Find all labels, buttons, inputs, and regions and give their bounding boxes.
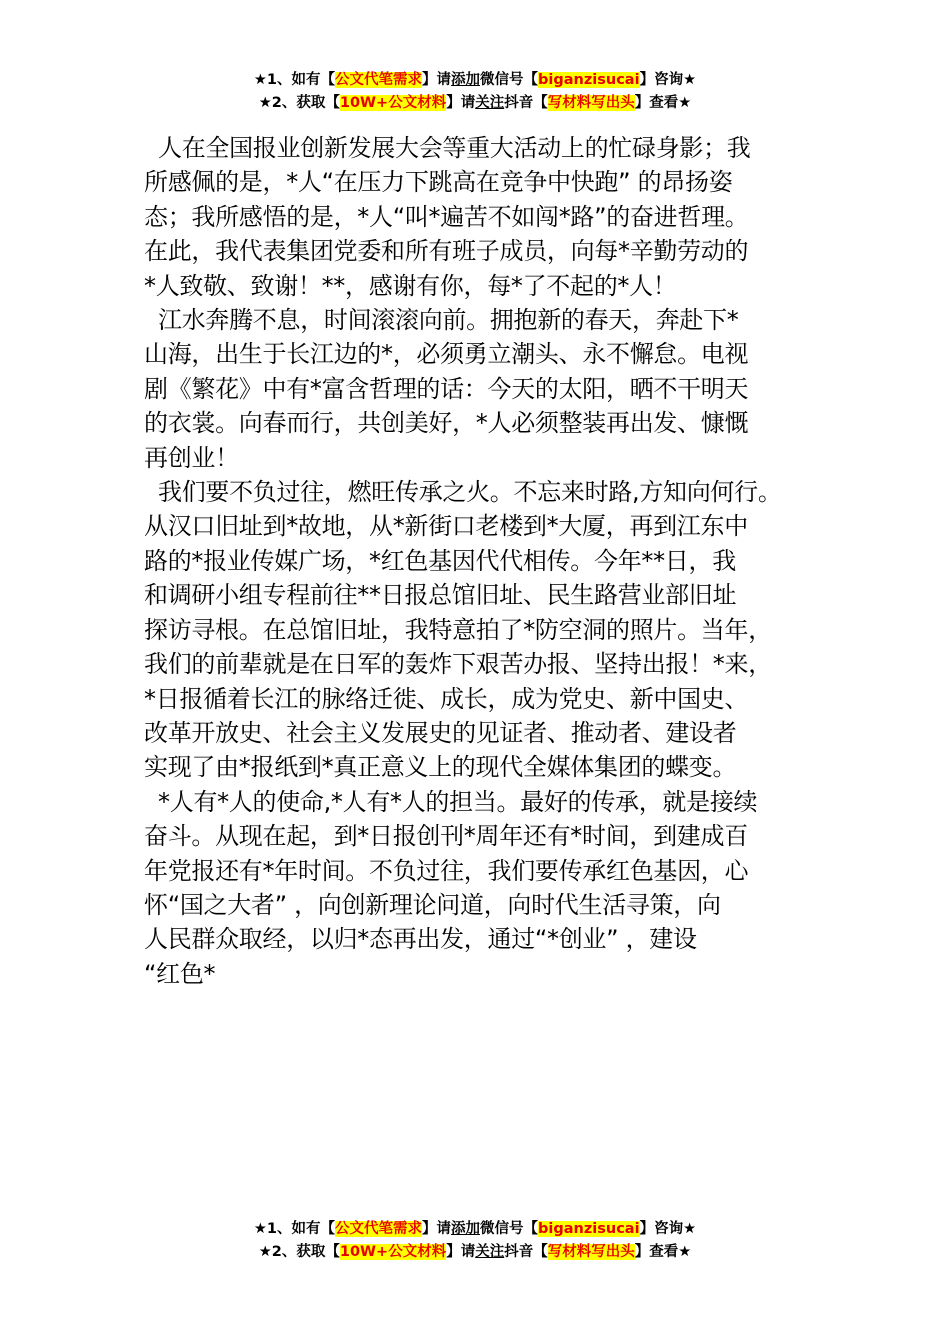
text-line: 的衣裳。向春而行，共创美好，*人必须整装再出发、慷慨 <box>144 409 749 438</box>
banner-text: 抖音【 <box>504 1244 548 1260</box>
banner-text: 】查看★ <box>634 1244 692 1260</box>
text-line: 年党报还有*年时间。不负过往，我们要传承红色基因，心 <box>144 856 749 885</box>
banner-highlight: 公文代笔需求 <box>335 1221 423 1237</box>
header-banner <box>0 69 950 115</box>
text-line: 我们的前辈就是在日军的轰炸下艰苦办报、坚持出报！*来， <box>144 650 772 679</box>
text-line: 态；我所感悟的是，*人“叫*遍苦不如闯*路”的奋进哲理。 <box>144 202 749 231</box>
banner-text: 】请 <box>446 1244 476 1260</box>
document-body <box>144 131 844 991</box>
banner-text: 微信号【 <box>480 1221 539 1237</box>
text-line: 剧《繁花》中有*富含哲理的话：今天的太阳，晒不干明天 <box>144 374 749 403</box>
text-line: 怀“国之大者” ，向创新理论问道，向时代生活寻策，向 <box>144 890 721 919</box>
banner-highlight: biganzisucai <box>538 1221 640 1237</box>
footer-banner-line-1 <box>0 1218 950 1241</box>
text-line: 山海，出生于长江边的*，必须勇立潮头、永不懈怠。电视 <box>144 340 749 369</box>
banner-highlight: 公文代笔需求 <box>335 72 423 88</box>
paragraph-3 <box>144 475 844 785</box>
banner-text: 】请 <box>422 1221 452 1237</box>
banner-underlined-text: 添加 <box>451 1221 481 1237</box>
text-line: 实现了由*报纸到*真正意义上的现代全媒体集团的蝶变。 <box>144 753 737 782</box>
text-line: *日报循着长江的脉络迁徙、成长，成为党史、新中国史、 <box>144 684 749 713</box>
banner-underlined-text: 关注 <box>475 95 505 111</box>
banner-text: ★1、如有【 <box>253 1221 336 1237</box>
banner-underlined-text: 关注 <box>475 1244 505 1260</box>
text-line: 所感佩的是，*人“在压力下跳高在竞争中快跑” 的昂扬姿 <box>144 168 733 197</box>
footer-banner <box>0 1218 950 1264</box>
banner-highlight: 10W+公文材料 <box>339 1244 447 1260</box>
text-line: 在此，我代表集团党委和所有班子成员，向每*辛勤劳动的 <box>144 237 749 266</box>
banner-text: 抖音【 <box>504 95 548 111</box>
text-line: *人致敬、致谢！**，感谢有你，每*了不起的*人！ <box>144 271 677 300</box>
paragraph-1 <box>144 131 844 303</box>
text-line: 探访寻根。在总馆旧址，我特意拍了*防空洞的照片。当年， <box>144 615 772 644</box>
banner-highlight: 写材料写出头 <box>547 1244 635 1260</box>
text-line: 从汉口旧址到*故地，从*新街口老楼到*大厦，再到江东中 <box>144 512 748 541</box>
footer-banner-line-2 <box>0 1241 950 1264</box>
paragraph-4 <box>144 785 844 991</box>
text-line: 再创业！ <box>144 443 239 472</box>
banner-text: 】查看★ <box>634 95 692 111</box>
header-banner-line-2 <box>0 92 950 115</box>
text-line: 路的*报业传媒广场，*红色基因代代相传。今年**日，我 <box>144 546 736 575</box>
banner-text: 】咨询★ <box>639 72 697 88</box>
banner-text: 】请 <box>422 72 452 88</box>
banner-text: ★2、获取【 <box>258 1244 340 1260</box>
text-line: “红色* <box>144 959 216 988</box>
text-line: 和调研小组专程前往**日报总馆旧址、民生路营业部旧址 <box>144 581 737 610</box>
text-line: 人民群众取经，以归*态再出发，通过“*创业” ，建设 <box>144 925 697 954</box>
text-line: 人在全国报业创新发展大会等重大活动上的忙碌身影；我 <box>158 134 751 162</box>
text-line: 我们要不负过往，燃旺传承之火。不忘来时路,方知向何行。 <box>158 478 782 507</box>
banner-text: ★1、如有【 <box>253 72 336 88</box>
paragraph-2 <box>144 303 844 475</box>
banner-highlight: 10W+公文材料 <box>339 95 447 111</box>
header-banner-line-1 <box>0 69 950 92</box>
text-line: 江水奔腾不息，时间滚滚向前。拥抱新的春天，奔赴下* <box>158 306 739 335</box>
banner-highlight: biganzisucai <box>538 72 640 88</box>
banner-highlight: 写材料写出头 <box>547 95 635 111</box>
text-line: 奋斗。从现在起，到*日报创刊*周年还有*时间，到建成百 <box>144 822 748 851</box>
banner-text: ★2、获取【 <box>258 95 340 111</box>
banner-text: 微信号【 <box>480 72 539 88</box>
banner-underlined-text: 添加 <box>451 72 481 88</box>
banner-text: 】咨询★ <box>639 1221 697 1237</box>
text-line: *人有*人的使命,*人有*人的担当。最好的传承，就是接续 <box>158 787 758 816</box>
banner-text: 】请 <box>446 95 476 111</box>
text-line: 改革开放史、社会主义发展史的见证者、推动者、建设者 <box>144 718 737 747</box>
